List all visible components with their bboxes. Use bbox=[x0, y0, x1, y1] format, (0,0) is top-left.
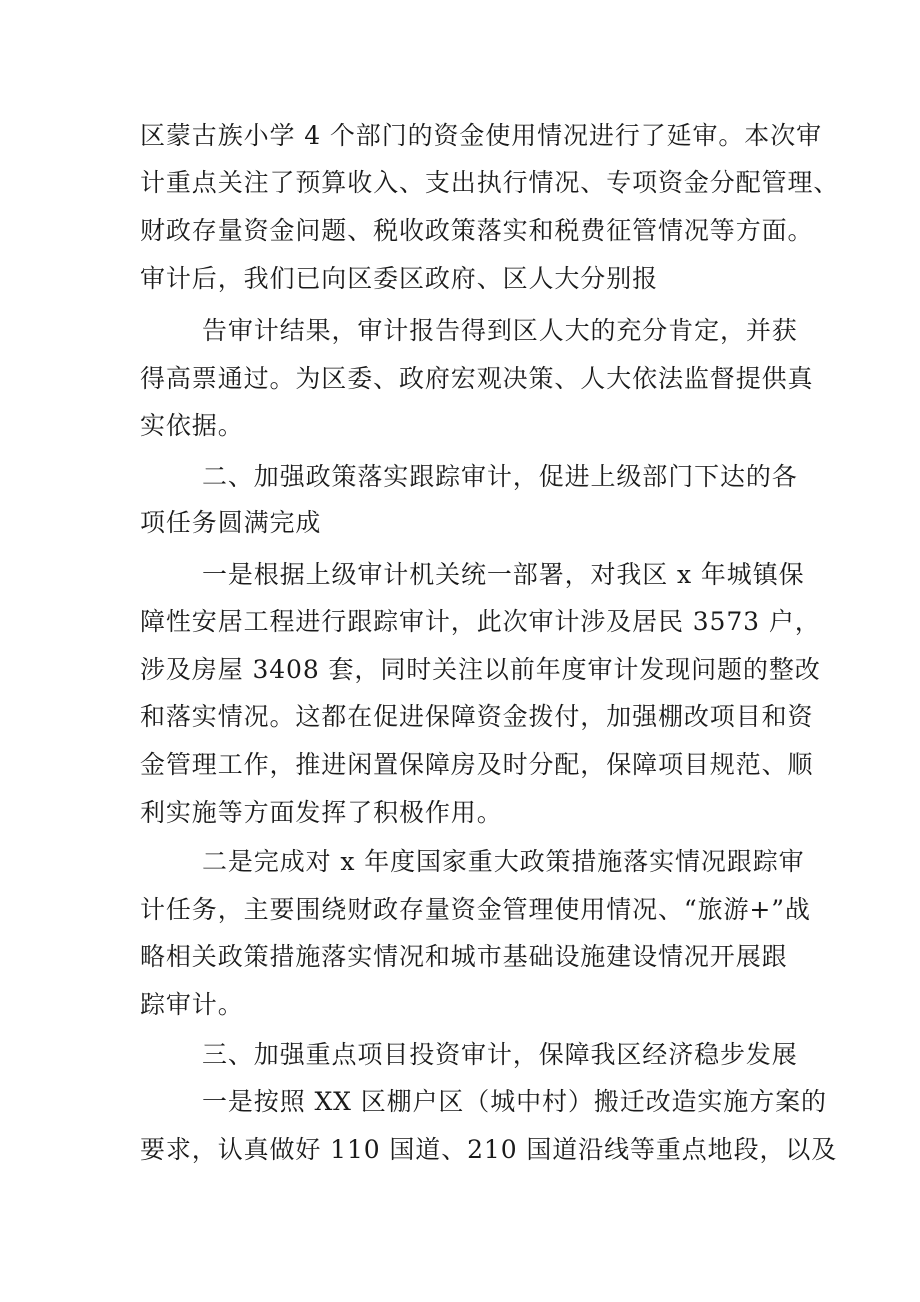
text-line: 财政存量资金问题、税收政策落实和税费征管情况等方面。 bbox=[140, 216, 814, 245]
section-heading: 三、加强重点项目投资审计，保障我区经济稳步发展 bbox=[202, 1040, 798, 1069]
text-line: 审计后，我们已向区委区政府、区人大分别报 bbox=[140, 264, 659, 293]
text-line: 实依据。 bbox=[140, 411, 244, 440]
text-line: 计重点关注了预算收入、支出执行情况、专项资金分配管理、 bbox=[140, 168, 840, 197]
text-line: 涉及房屋 3408 套，同时关注以前年度审计发现问题的整改 bbox=[140, 655, 821, 684]
text-line: 障性安居工程进行跟踪审计，此次审计涉及居民 3573 户， bbox=[140, 607, 821, 636]
text-line: 和落实情况。这都在促进保障资金拨付，加强棚改项目和资 bbox=[140, 702, 814, 731]
text-line: 得高票通过。为区委、政府宏观决策、人大依法监督提供真 bbox=[140, 364, 814, 393]
text-line: 金管理工作，推进闲置保障房及时分配，保障项目规范、顺 bbox=[140, 750, 814, 779]
text-line: 略相关政策措施落实情况和城市基础设施建设情况开展跟 bbox=[140, 942, 788, 971]
section-heading-cont: 项任务圆满完成 bbox=[140, 508, 322, 537]
section-heading: 二、加强政策落实跟踪审计，促进上级部门下达的各 bbox=[202, 462, 798, 491]
text-line: 踪审计。 bbox=[140, 990, 244, 1019]
text-line: 计任务，主要围绕财政存量资金管理使用情况、“旅游+”战 bbox=[140, 895, 811, 924]
text-line: 一是按照 XX 区棚户区（城中村）搬迁改造实施方案的 bbox=[202, 1087, 827, 1116]
text-line: 利实施等方面发挥了积极作用。 bbox=[140, 798, 503, 827]
text-line: 区蒙古族小学 4 个部门的资金使用情况进行了延审。本次审 bbox=[140, 121, 823, 150]
text-line: 二是完成对 x 年度国家重大政策措施落实情况跟踪审 bbox=[202, 847, 805, 876]
text-line: 要求，认真做好 110 国道、210 国道沿线等重点地段，以及 bbox=[140, 1135, 838, 1164]
text-line: 告审计结果，审计报告得到区人大的充分肯定，并获 bbox=[202, 316, 798, 345]
text-line: 一是根据上级审计机关统一部署，对我区 x 年城镇保 bbox=[202, 560, 805, 589]
